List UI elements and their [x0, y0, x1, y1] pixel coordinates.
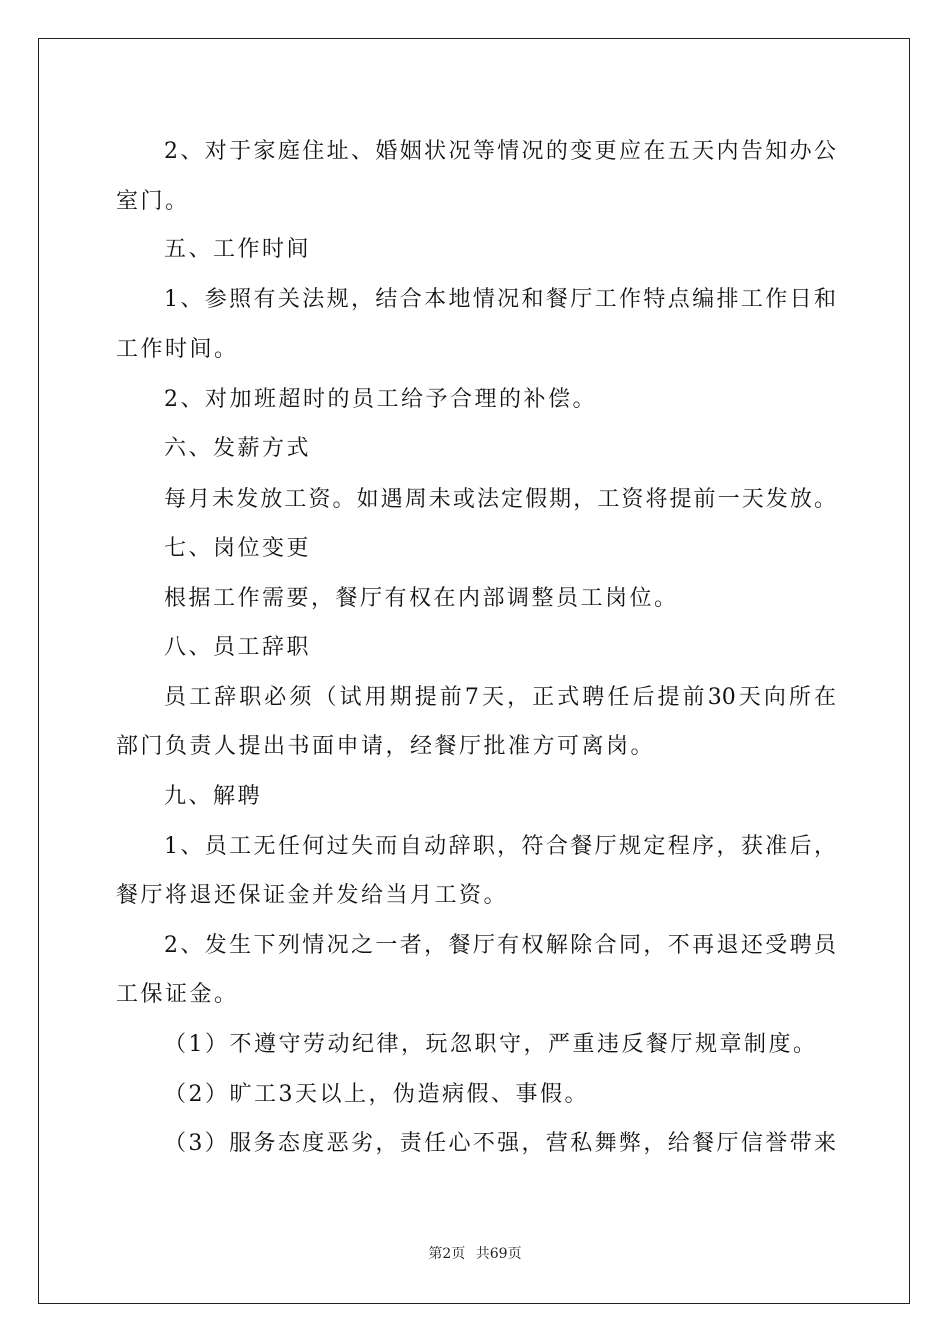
section-heading: 七、岗位变更 — [164, 536, 312, 561]
paragraph-line: 员工辞职必须（试用期提前7天，正式聘任后提前30天向所在 — [164, 685, 836, 710]
section-heading: 八、员工辞职 — [164, 635, 312, 660]
paragraph-line: 1、员工无任何过失而自动辞职，符合餐厅规定程序，获准后， — [164, 834, 836, 859]
list-item: （1）不遵守劳动纪律，玩忽职守，严重违反餐厅规章制度。 — [164, 1032, 818, 1057]
paragraph-line: 餐厅将退还保证金并发给当月工资。 — [116, 883, 509, 908]
paragraph-line: 工作时间。 — [116, 337, 239, 362]
paragraph-line: 部门负责人提出书面申请，经餐厅批准方可离岗。 — [116, 734, 656, 759]
paragraph-line: 2、对于家庭住址、婚姻状况等情况的变更应在五天内告知办公 — [164, 139, 836, 164]
page-footer — [0, 1244, 950, 1264]
paragraph-line: 工保证金。 — [116, 982, 239, 1007]
section-heading: 五、工作时间 — [164, 237, 312, 262]
total-pages: 共69页 — [475, 1246, 522, 1262]
paragraph-line: 室门。 — [116, 189, 190, 214]
paragraph-line: 1、参照有关法规，结合本地情况和餐厅工作特点编排工作日和 — [164, 287, 836, 312]
page-border — [38, 38, 910, 1304]
paragraph-line: 2、对加班超时的员工给予合理的补偿。 — [164, 387, 597, 412]
section-heading: 六、发薪方式 — [164, 436, 312, 461]
list-item: （2）旷工3天以上，伪造病假、事假。 — [164, 1082, 589, 1107]
section-heading: 九、解聘 — [164, 784, 263, 809]
list-item: （3）服务态度恶劣，责任心不强，营私舞弊，给餐厅信誉带来 — [164, 1131, 836, 1156]
paragraph-line: 2、发生下列情况之一者，餐厅有权解除合同，不再退还受聘员 — [164, 933, 836, 958]
paragraph-line: 根据工作需要，餐厅有权在内部调整员工岗位。 — [164, 586, 679, 611]
paragraph-line: 每月未发放工资。如遇周未或法定假期，工资将提前一天发放。 — [164, 487, 836, 512]
page-number: 第2页 — [428, 1246, 466, 1262]
